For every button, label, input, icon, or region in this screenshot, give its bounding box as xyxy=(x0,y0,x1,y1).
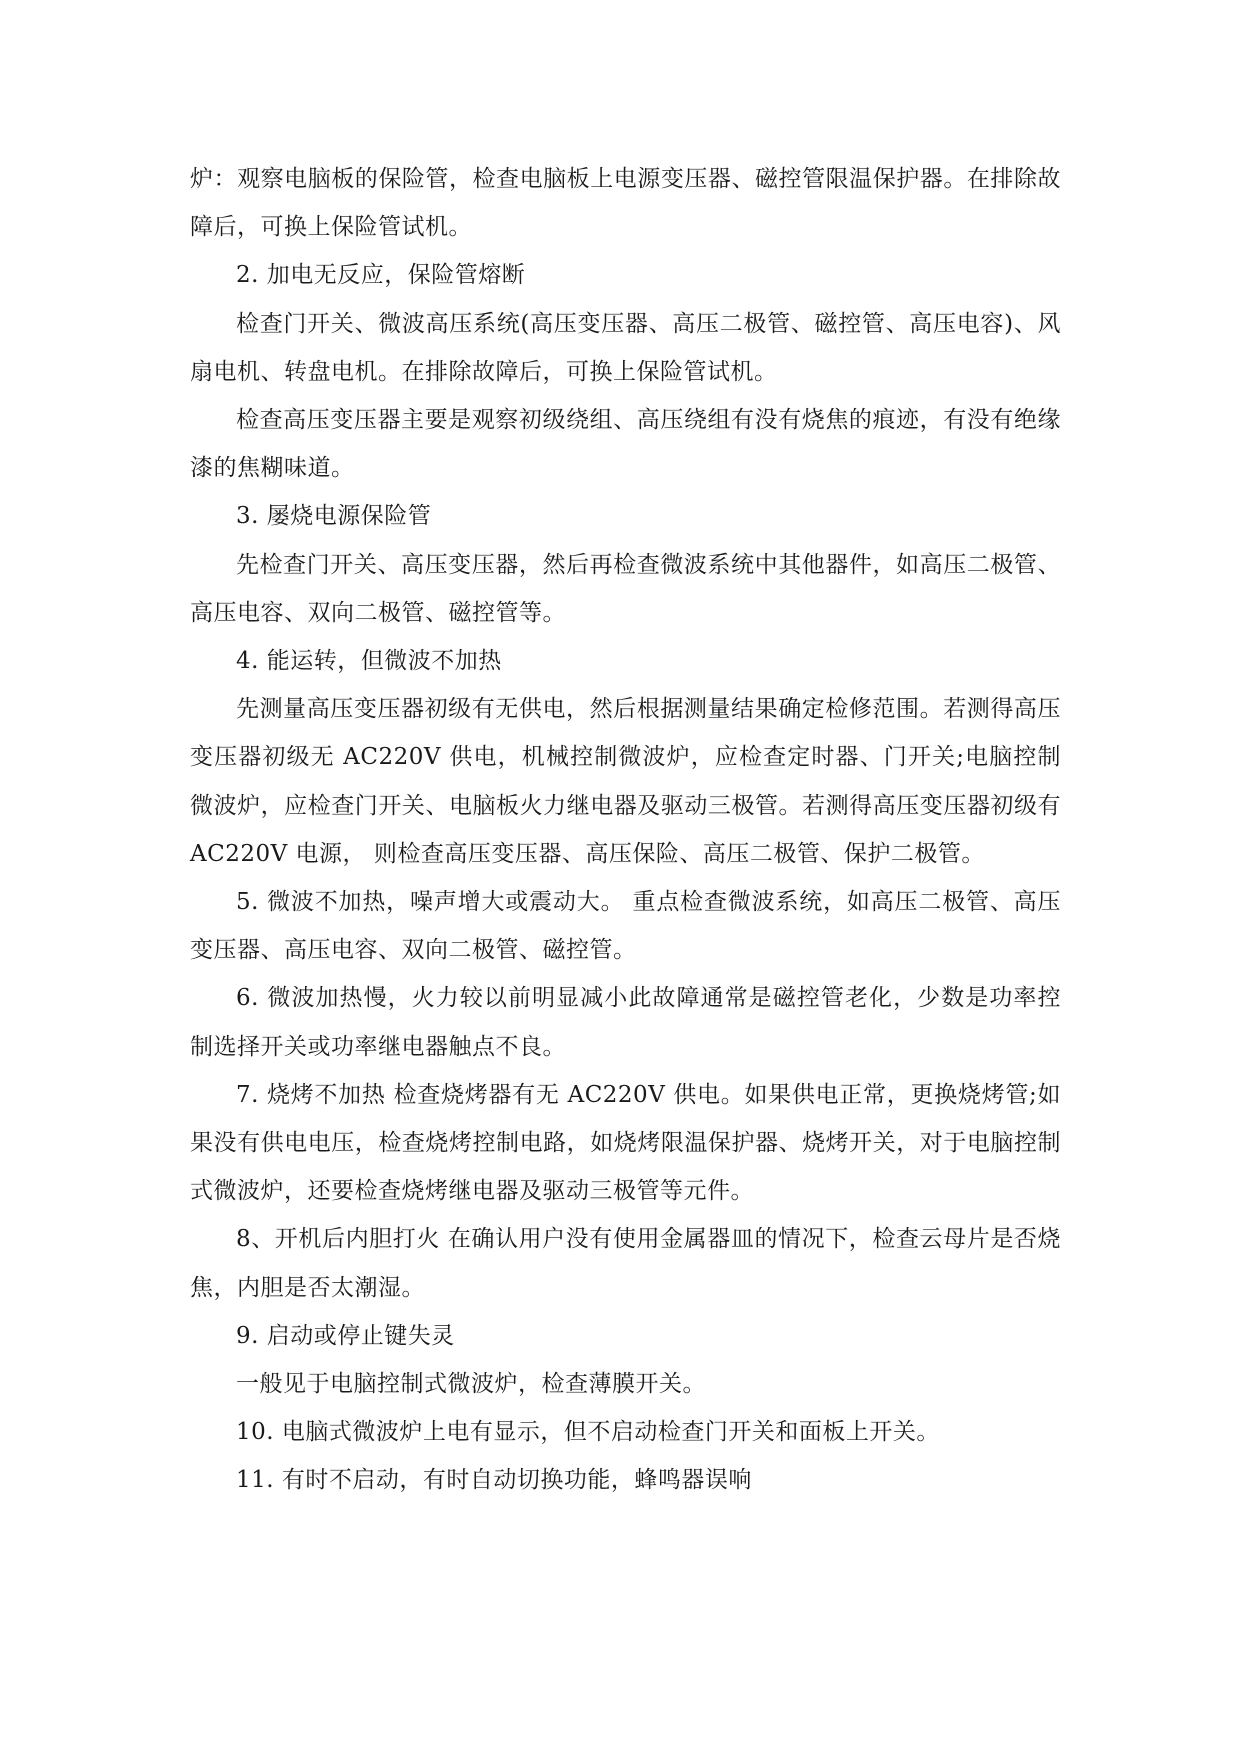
paragraph: 炉：观察电脑板的保险管，检查电脑板上电源变压器、磁控管限温保护器。在排除故障后，可换上保险管试机。 xyxy=(190,166,1061,241)
item-8: 8、开机后内胆打火 在确认用户没有使用金属器皿的情况下，检查云母片是否烧焦，内胆是否太潮湿。 xyxy=(190,1226,1061,1301)
paragraph: 先测量高压变压器初级有无供电，然后根据测量结果确定检修范围。若测得高压变压器初级无 AC220V 供电，机械控制微波炉，应检查定时器、门开关;电脑控制微波炉，应检查门开关、电脑板火力继电器及驱动三极管。若测得高压变压器初级有 AC220V 电源， 则检查高压变压器、高压保险、高压二极管、保护二极管。 xyxy=(190,696,1061,867)
item-5: 5. 微波不加热，噪声增大或震动大。 重点检查微波系统，如高压二极管、高压变压器、高压电容、双向二极管、磁控管。 xyxy=(190,889,1061,964)
paragraph: 先检查门开关、高压变压器，然后再检查微波系统中其他器件，如高压二极管、高压电容、双向二极管、磁控管等。 xyxy=(190,551,1061,626)
item-7: 7. 烧烤不加热 检查烧烤器有无 AC220V 供电。如果供电正常，更换烧烤管;如果没有供电电压，检查烧烤控制电路，如烧烤限温保护器、烧烤开关，对于电脑控制式微波炉，还要检查烧烤继电器及驱动三极管等元件。 xyxy=(190,1081,1061,1205)
heading-item-3: 3. 屡烧电源保险管 xyxy=(236,503,432,530)
item-6: 6. 微波加热慢，火力较以前明显减小此故障通常是磁控管老化，少数是功率控制选择开关或功率继电器触点不良。 xyxy=(190,985,1061,1060)
item-10: 10. 电脑式微波炉上电有显示，但不启动检查门开关和面板上开关。 xyxy=(236,1419,940,1446)
heading-item-11: 11. 有时不启动，有时自动切换功能，蜂鸣器误响 xyxy=(236,1467,752,1494)
paragraph: 检查门开关、微波高压系统(高压变压器、高压二极管、磁控管、高压电容)、风扇电机、转盘电机。在排除故障后，可换上保险管试机。 xyxy=(190,310,1061,385)
heading-item-4: 4. 能运转，但微波不加热 xyxy=(236,648,502,675)
heading-item-9: 9. 启动或停止键失灵 xyxy=(236,1322,455,1349)
heading-item-2: 2. 加电无反应，保险管熔断 xyxy=(236,262,526,289)
paragraph: 检查高压变压器主要是观察初级绕组、高压绕组有没有烧焦的痕迹，有没有绝缘漆的焦糊味道。 xyxy=(190,407,1061,482)
paragraph: 一般见于电脑控制式微波炉，检查薄膜开关。 xyxy=(236,1371,706,1398)
